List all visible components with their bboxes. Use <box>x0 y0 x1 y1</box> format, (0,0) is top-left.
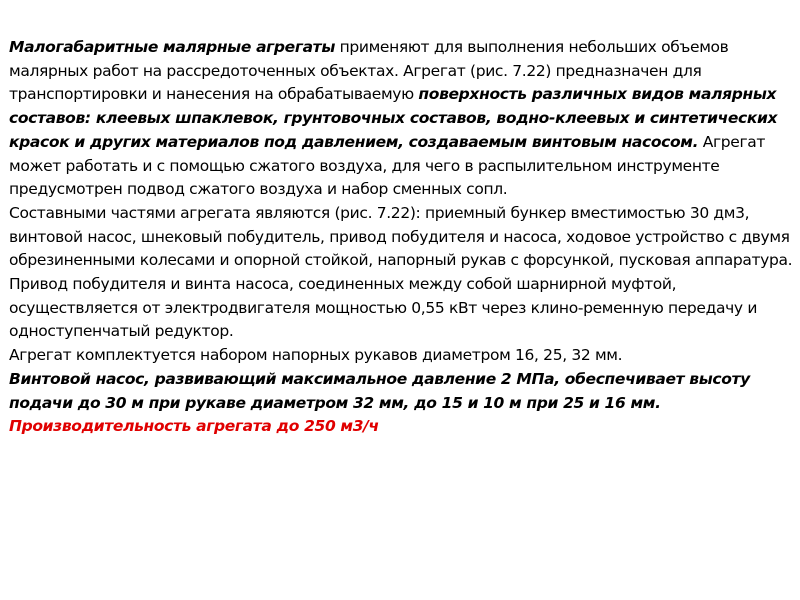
term-small-painting-units: Малогабаритные малярные агрегаты <box>9 38 335 56</box>
surface-materials-text: поверхность различных видов малярных составов: клеевых шпаклевок, грунтовочных составов, водно-клеевых и синтетических красок и других материалов под давлением, создаваемым винтовым насосом. <box>9 85 778 151</box>
capacity-text: Производительность агрегата до 250 м3/ч <box>9 417 379 436</box>
pump-text: Винтовой насос, развивающий максимальное давление 2 МПа, обеспечивает высоту подачи до 30 м при рукаве диаметром 32 мм, до 15 и 10 м при 25 и 16 мм. <box>9 369 750 412</box>
components-text: Составными частями агрегата являются (рис. 7.22): приемный бункер вместимостью 30 дм3, винтовой насос, шнековый побудитель, привод побудителя и насоса, ходовое устройство с двумя обрезиненными колесами и опорной стойкой, напорный рукав с форсункой, пусковая аппаратура. Привод побудителя и винта насоса, соединенных между собой шарнирной муфтой, осуществляется от электродвигателя мощностью 0,55 кВт через клино-ременную передачу и одноступенчатый редуктор. <box>9 203 793 341</box>
paragraph-components <box>9 202 793 344</box>
intro-text: применяют для выполнения небольших объемов малярных работ на рассредоточенных объектах. Агрегат (рис. 7.22) предназначен для транспортировки и нанесения на обрабатываемую <box>9 38 729 104</box>
paragraph-pump <box>9 368 793 415</box>
paragraph-capacity <box>9 415 793 439</box>
compressed-air-text: Агрегат может работать и с помощью сжатого воздуха, для чего в распылительном инструменте предусмотрен подвод сжатого воздуха и набор сменных сопл. <box>9 132 766 199</box>
paragraph-hoses <box>9 344 793 368</box>
paragraph-intro <box>9 36 793 202</box>
hoses-text: Агрегат комплектуется набором напорных рукавов диаметром 16, 25, 32 мм. <box>9 346 623 365</box>
body-text <box>9 36 793 439</box>
